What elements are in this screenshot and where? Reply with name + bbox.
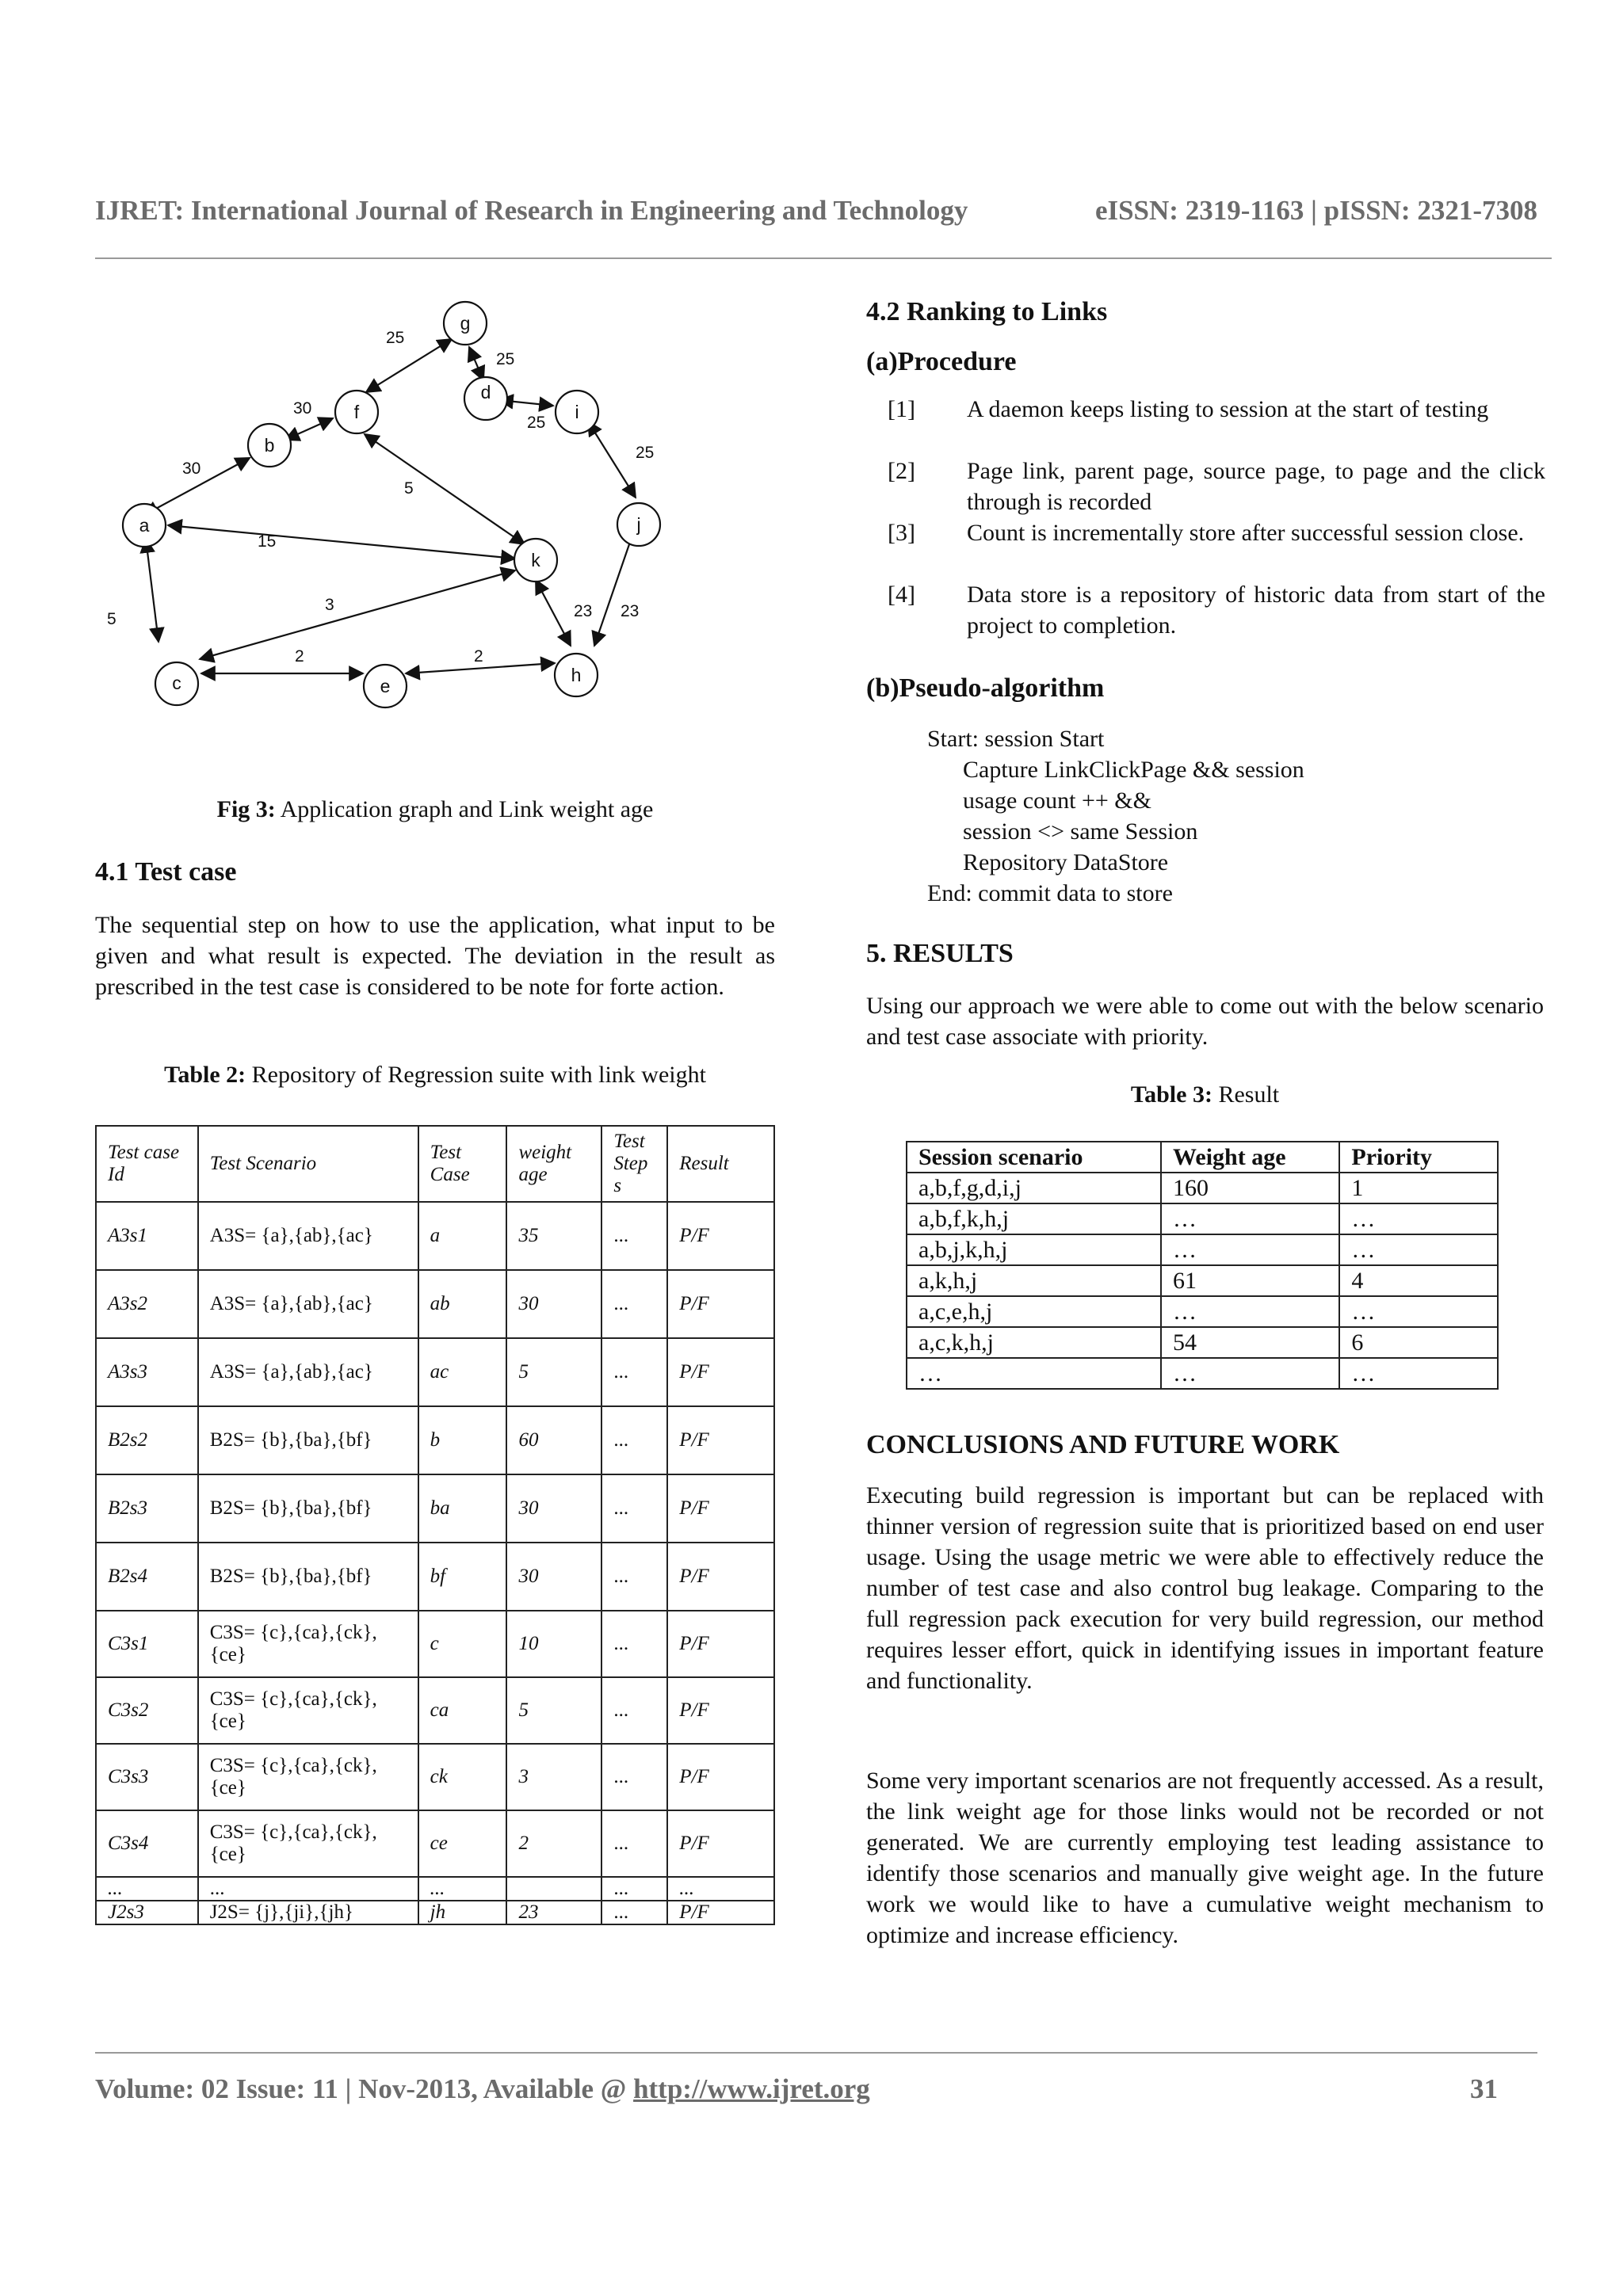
table-cell: P/F	[667, 1202, 774, 1270]
table-row	[96, 1543, 774, 1611]
node-label: b	[264, 435, 275, 456]
regression-suite-table	[95, 1125, 775, 1925]
table-cell: ac	[418, 1338, 507, 1406]
table-cell: C3s4	[96, 1810, 198, 1877]
table-cell: C3s1	[96, 1611, 198, 1677]
table-cell: B2s2	[96, 1406, 198, 1474]
table-cell: …	[1161, 1358, 1339, 1389]
table-cell: bf	[418, 1543, 507, 1611]
pseudo-line: usage count ++ &&	[963, 788, 1151, 814]
table-row	[907, 1358, 1498, 1389]
table-row	[96, 1677, 774, 1744]
paragraph: Using our approach we were able to come out with the below scenario and test case associate with priority.	[866, 993, 1544, 1050]
table-cell: ...	[601, 1338, 667, 1406]
table-row	[907, 1234, 1498, 1265]
table-cell: c	[418, 1611, 507, 1677]
table-cell: C3s2	[96, 1677, 198, 1744]
subsection-heading: (a)Procedure	[866, 347, 1017, 376]
table-cell: ...	[601, 1744, 667, 1810]
table-cell: 5	[506, 1338, 601, 1406]
edge-f-g	[366, 339, 452, 392]
table-cell: ca	[418, 1677, 507, 1744]
table-cell: P/F	[667, 1338, 774, 1406]
table-cell: C3S= {c},{ca},{ck},{ce}	[198, 1677, 418, 1744]
table-cell: B2S= {b},{ba},{bf}	[198, 1406, 418, 1474]
table-cell: ...	[198, 1877, 418, 1901]
table-row	[96, 1744, 774, 1810]
table-cell: ...	[601, 1406, 667, 1474]
table-cell: C3s3	[96, 1744, 198, 1810]
table-row	[96, 1202, 774, 1270]
procedure-text: Page link, parent page, source page, to page and the click through is recorded	[967, 458, 1545, 515]
running-header	[95, 195, 1537, 227]
table-cell: …	[1161, 1296, 1339, 1327]
table-cell: 1	[1339, 1173, 1498, 1203]
header-cell: Priority	[1339, 1142, 1498, 1173]
pseudo-line: End: commit data to store	[927, 880, 1173, 906]
table-cell: ba	[418, 1474, 507, 1543]
header-cell: weight age	[506, 1126, 601, 1202]
header-rule	[95, 257, 1552, 259]
procedure-number: [1]	[888, 396, 915, 422]
node-label: f	[353, 402, 360, 422]
table-cell: 23	[506, 1901, 601, 1924]
table-cell: a	[418, 1202, 507, 1270]
table-row	[96, 1611, 774, 1677]
table-cell: A3s3	[96, 1338, 198, 1406]
edge-label-hj: 23	[621, 602, 640, 620]
table-cell: ...	[601, 1611, 667, 1677]
caption-text: Repository of Regression suite with link weight	[246, 1062, 706, 1088]
section-heading: 5. RESULTS	[866, 939, 1014, 968]
issn: eISSN: 2319-1163 | pISSN: 2321-7308	[1094, 195, 1537, 226]
table-cell: P/F	[667, 1901, 774, 1924]
journal-link[interactable]: http://www.ijret.org	[633, 2073, 870, 2104]
table-cell: a,c,e,h,j	[907, 1296, 1161, 1327]
edge-label-ce: 2	[295, 647, 304, 666]
table-row	[96, 1474, 774, 1543]
table-cell: ...	[667, 1877, 774, 1901]
table-cell: ...	[601, 1270, 667, 1338]
edge-i-j	[588, 421, 636, 498]
edge-label-eh: 2	[474, 647, 483, 666]
node-label: g	[460, 313, 471, 334]
table-cell: P/F	[667, 1744, 774, 1810]
subsection-heading: (b)Pseudo-algorithm	[866, 673, 1105, 703]
footer-volume: Volume: 02 Issue: 11 | Nov-2013, Available @	[95, 2073, 634, 2104]
table-cell: 4	[1339, 1265, 1498, 1296]
table-cell: B2s3	[96, 1474, 198, 1543]
table-cell: B2S= {b},{ba},{bf}	[198, 1474, 418, 1543]
table-cell: 60	[506, 1406, 601, 1474]
section-heading: 4.2 Ranking to Links	[866, 297, 1108, 326]
edge-k-h	[536, 580, 571, 646]
caption-text: Application graph and Link weight age	[275, 796, 654, 822]
table-cell: P/F	[667, 1543, 774, 1611]
table-cell: 35	[506, 1202, 601, 1270]
table-cell: 30	[506, 1474, 601, 1543]
table-row	[96, 1406, 774, 1474]
table-cell: ...	[601, 1877, 667, 1901]
application-graph	[95, 285, 775, 729]
application-graph-figure	[95, 285, 775, 729]
edge-label-ck: 3	[325, 596, 334, 614]
table-cell: B2s4	[96, 1543, 198, 1611]
section-heading: 4.1 Test case	[95, 857, 237, 887]
table-cell: A3S= {a},{ab},{ac}	[198, 1338, 418, 1406]
table-cell: a,k,h,j	[907, 1265, 1161, 1296]
table-cell: b	[418, 1406, 507, 1474]
table-cell: 2	[506, 1810, 601, 1877]
table-cell: 61	[1161, 1265, 1339, 1296]
page-number: 31	[1470, 2073, 1498, 2104]
table-cell: 10	[506, 1611, 601, 1677]
table-cell: …	[907, 1358, 1161, 1389]
table-cell: 5	[506, 1677, 601, 1744]
table-cell: ab	[418, 1270, 507, 1338]
header-cell: Result	[667, 1126, 774, 1202]
edge-label-ab: 30	[182, 460, 201, 478]
header-cell: Test Scenario	[198, 1126, 418, 1202]
table-cell: a,c,k,h,j	[907, 1327, 1161, 1358]
table-cell: …	[1161, 1203, 1339, 1234]
table-cell: P/F	[667, 1677, 774, 1744]
table-cell	[506, 1877, 601, 1901]
edge-c-k	[200, 570, 515, 659]
table-row	[907, 1173, 1498, 1203]
section-heading: CONCLUSIONS AND FUTURE WORK	[866, 1430, 1340, 1459]
node-label: h	[571, 665, 582, 685]
table-row	[907, 1265, 1498, 1296]
table-header-row	[907, 1142, 1498, 1173]
paragraph: Some very important scenarios are not frequently accessed. As a result, the link weight age for those links would not be recorded or not generated. We are currently employing test leading assistance to identify those scenarios and manually give weight age. In the future work we would like to have a cumulative weight mechanism to optimize and increase efficiency.	[866, 1768, 1544, 1948]
header-cell: Test case Id	[96, 1126, 198, 1202]
node-label: e	[380, 676, 391, 696]
header-cell: Test Case	[418, 1126, 507, 1202]
table-cell: C3S= {c},{ca},{ck},{ce}	[198, 1810, 418, 1877]
table-cell: J2S= {j},{ji},{jh}	[198, 1901, 418, 1924]
edge-label-di: 25	[527, 414, 546, 432]
table-row	[96, 1338, 774, 1406]
table-cell: A3S= {a},{ab},{ac}	[198, 1202, 418, 1270]
paragraph: Executing build regression is important but can be replaced with thinner version of regression suite that is prioritized based on end user usage. Using the usage metric we were able to effectively reduce the number of test case and also control bug leakage. Comparing to the full regression pack execution for very build regression, our method requires lesser effort, quick in identifying issues in important feature and functionality.	[866, 1482, 1544, 1694]
table-cell: P/F	[667, 1270, 774, 1338]
table-cell: ce	[418, 1810, 507, 1877]
table-cell: P/F	[667, 1406, 774, 1474]
edge-f-k	[365, 434, 525, 544]
node-label: k	[531, 550, 540, 570]
table-cell: ck	[418, 1744, 507, 1810]
table-row	[907, 1203, 1498, 1234]
table-cell: P/F	[667, 1810, 774, 1877]
pseudo-line: Capture LinkClickPage && session	[963, 757, 1304, 783]
caption-label: Fig 3:	[216, 796, 276, 822]
table-cell: J2s3	[96, 1901, 198, 1924]
edge-a-c	[146, 539, 158, 642]
edge-label-gd: 25	[496, 350, 515, 368]
edge-label-fk: 5	[404, 479, 414, 498]
pseudo-line: Start: session Start	[927, 726, 1105, 752]
table-cell: ...	[601, 1810, 667, 1877]
table-cell: ...	[418, 1877, 507, 1901]
table-row	[907, 1327, 1498, 1358]
caption-text: Result	[1212, 1081, 1280, 1108]
procedure-number: [3]	[888, 520, 915, 546]
table-cell: ...	[601, 1677, 667, 1744]
footer-rule	[95, 2052, 1537, 2054]
table-cell: a,b,f,k,h,j	[907, 1203, 1161, 1234]
pseudo-line: session <> same Session	[963, 818, 1198, 845]
result-table	[906, 1141, 1499, 1390]
edge-b-f	[285, 418, 333, 440]
table-cell: P/F	[667, 1611, 774, 1677]
table-row	[96, 1901, 774, 1924]
table-row	[96, 1877, 774, 1901]
table-cell: …	[1339, 1203, 1498, 1234]
table-header-row	[96, 1126, 774, 1202]
procedure-text: A daemon keeps listing to session at the start of testing	[967, 396, 1489, 422]
header-cell: Test Step s	[601, 1126, 667, 1202]
header-cell: Session scenario	[907, 1142, 1161, 1173]
edge-label-bf: 30	[293, 399, 312, 418]
edge-label-ac: 5	[107, 610, 116, 628]
table-cell: a,b,f,g,d,i,j	[907, 1173, 1161, 1203]
journal-title: IJRET: International Journal of Research in Engineering and Technology	[95, 195, 968, 226]
table-cell: …	[1339, 1358, 1498, 1389]
node-label: j	[636, 514, 641, 535]
node-label: c	[172, 673, 181, 693]
procedure-number: [4]	[888, 582, 915, 608]
running-footer	[95, 2073, 1537, 2105]
table-cell: A3s1	[96, 1202, 198, 1270]
table-cell: …	[1339, 1296, 1498, 1327]
node-label: a	[139, 515, 150, 536]
table-cell: …	[1161, 1234, 1339, 1265]
table-cell: C3S= {c},{ca},{ck},{ce}	[198, 1611, 418, 1677]
pseudo-line: Repository DataStore	[963, 849, 1169, 875]
table-cell: 30	[506, 1543, 601, 1611]
table-cell: ...	[96, 1877, 198, 1901]
table-row	[96, 1270, 774, 1338]
procedure-text: Count is incrementally store after successful session close.	[967, 520, 1525, 546]
table-cell: …	[1339, 1234, 1498, 1265]
table-cell: ...	[601, 1543, 667, 1611]
procedure-number: [2]	[888, 458, 915, 484]
table-cell: ...	[601, 1474, 667, 1543]
table-cell: 160	[1161, 1173, 1339, 1203]
table-cell: A3s2	[96, 1270, 198, 1338]
figure-caption	[95, 796, 775, 823]
paragraph: The sequential step on how to use the application, what input to be given and what result is expected. The deviation in the result as prescribed in the test case is considered to be note for forte action.	[95, 912, 775, 1000]
table-cell: C3S= {c},{ca},{ck},{ce}	[198, 1744, 418, 1810]
table-cell: 54	[1161, 1327, 1339, 1358]
node-label: i	[575, 402, 579, 422]
edge-a-k	[168, 525, 515, 559]
edge-label-fg: 25	[386, 329, 405, 347]
table-cell: a,b,j,k,h,j	[907, 1234, 1161, 1265]
table-cell: 3	[506, 1744, 601, 1810]
edge-label-ak: 15	[258, 532, 277, 551]
table-cell: A3S= {a},{ab},{ac}	[198, 1270, 418, 1338]
table-cell: 6	[1339, 1327, 1498, 1358]
table-row	[907, 1296, 1498, 1327]
node-label: d	[480, 382, 491, 402]
table-row	[96, 1810, 774, 1877]
table-cell: B2S= {b},{ba},{bf}	[198, 1543, 418, 1611]
edge-g-d	[469, 347, 483, 380]
table-caption	[866, 1081, 1544, 1108]
table-cell: jh	[418, 1901, 507, 1924]
edge-label-kh: 23	[574, 602, 593, 620]
procedure-text: Data store is a repository of historic data from start of the project to completion.	[967, 582, 1545, 639]
table-cell: P/F	[667, 1474, 774, 1543]
caption-label: Table 2:	[164, 1062, 246, 1088]
table-cell: 30	[506, 1270, 601, 1338]
table-caption	[95, 1062, 775, 1089]
caption-label: Table 3:	[1130, 1081, 1212, 1108]
table-cell: ...	[601, 1202, 667, 1270]
header-cell: Weight age	[1161, 1142, 1339, 1173]
table-cell: ...	[601, 1901, 667, 1924]
edge-label-ij: 25	[636, 444, 655, 462]
